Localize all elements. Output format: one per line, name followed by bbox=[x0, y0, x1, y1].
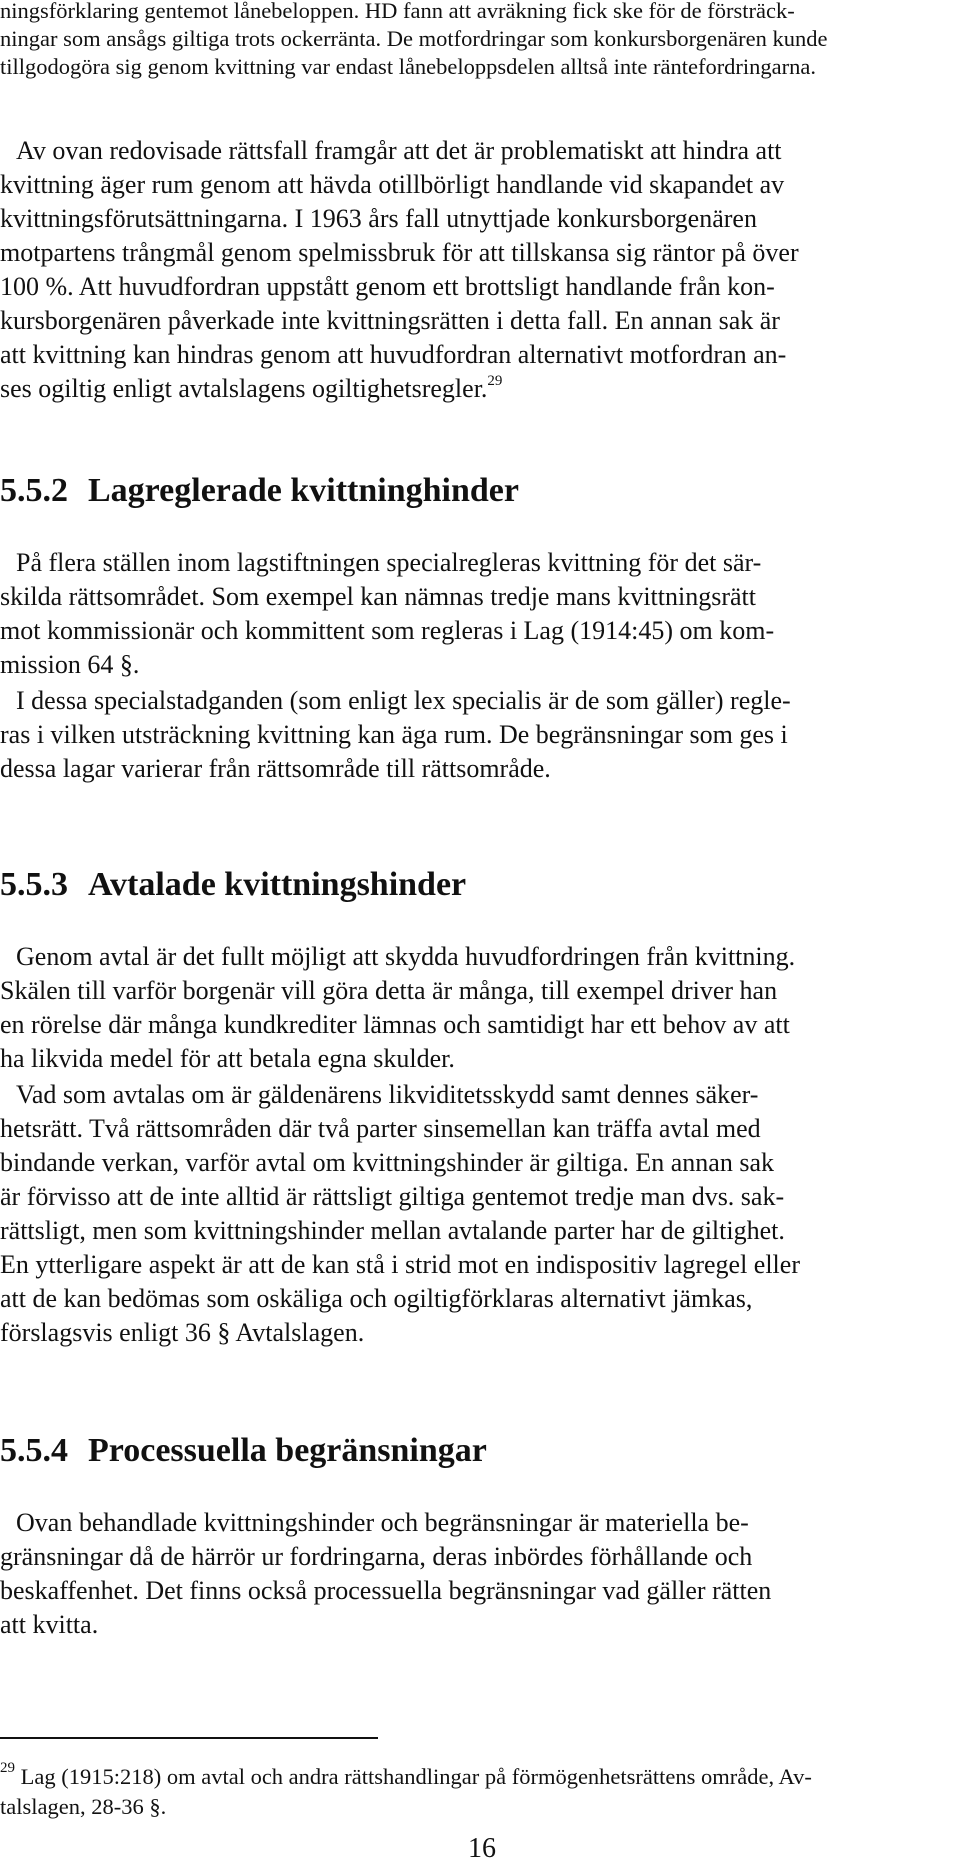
footnote-line: talslagen, 28-36 §. bbox=[0, 1794, 167, 1819]
text-line: skilda rättsområdet. Som exempel kan nämnas tredje mans kvittningsrätt bbox=[0, 582, 756, 611]
section-heading bbox=[0, 866, 466, 904]
text-line: ha likvida medel för att betala egna skulder. bbox=[0, 1044, 455, 1073]
text-line: mot kommissionär och kommittent som regleras i Lag (1914:45) om kom- bbox=[0, 616, 775, 645]
section-title: Processuella begränsningar bbox=[88, 1432, 487, 1469]
text-line: förslagsvis enligt 36 § Avtalslagen. bbox=[0, 1318, 365, 1347]
section-number: 5.5.3 bbox=[0, 866, 68, 903]
text-line: Genom avtal är det fullt möjligt att skydda huvudfordringen från kvittning. bbox=[16, 942, 796, 971]
text-line: motpartens trångmål genom spelmissbruk för att tillskansa sig räntor på över bbox=[0, 238, 799, 267]
text-line: rättsligt, men som kvittningshinder mellan avtalande parter har de giltighet. bbox=[0, 1216, 785, 1245]
footnote-line bbox=[0, 1760, 812, 1790]
footnote-number: 29 bbox=[0, 1760, 15, 1776]
text-line: 100 %. Att huvudfordran uppstått genom ett brottsligt handlande från kon- bbox=[0, 272, 775, 301]
text-segment: ses ogiltig enligt avtalslagens ogiltighetsregler. bbox=[0, 374, 488, 403]
section-number: 5.5.4 bbox=[0, 1432, 68, 1469]
text-line: tillgodogöra sig genom kvittning var endast lånebeloppsdelen alltså inte räntefordringarna. bbox=[0, 54, 817, 79]
text-line: är förvisso att de inte alltid är rättsligt giltiga gentemot tredje man dvs. sak- bbox=[0, 1182, 785, 1211]
text-line: I dessa specialstadganden (som enligt lex specialis är de som gäller) regle- bbox=[16, 686, 791, 715]
text-line: att kvittning kan hindras genom att huvudfordran alternativt motfordran an- bbox=[0, 340, 787, 369]
text-line: att kvitta. bbox=[0, 1610, 99, 1639]
text-line: gränsningar då de härrör ur fordringarna, deras inbördes förhållande och bbox=[0, 1542, 753, 1571]
text-line: kvittning äger rum genom att hävda otillbörligt handlande vid skapandet av bbox=[0, 170, 785, 199]
footnote-text: Lag (1915:218) om avtal och andra rättshandlingar på förmögenhetsrättens område, Av- bbox=[20, 1764, 812, 1789]
text-line: beskaffenhet. Det finns också processuella begränsningar vad gäller rätten bbox=[0, 1576, 772, 1605]
text-line: att de kan bedömas som oskäliga och ogiltigförklaras alternativt jämkas, bbox=[0, 1284, 753, 1313]
text-line: Av ovan redovisade rättsfall framgår att det är problematiskt att hindra att bbox=[16, 136, 782, 165]
text-line: bindande verkan, varför avtal om kvittningshinder är giltiga. En annan sak bbox=[0, 1148, 774, 1177]
section-title: Avtalade kvittningshinder bbox=[88, 866, 467, 903]
page-number: 16 bbox=[468, 1833, 496, 1864]
section-number: 5.5.2 bbox=[0, 472, 68, 509]
text-line-with-footnote bbox=[0, 374, 502, 404]
section-heading bbox=[0, 472, 519, 510]
text-line: ningsförklaring gentemot lånebeloppen. HD fann att avräkning fick ske för de försträck- bbox=[0, 0, 795, 23]
text-line: Vad som avtalas om är gäldenärens likviditetsskydd samt dennes säker- bbox=[16, 1080, 759, 1109]
text-line: Ovan behandlade kvittningshinder och begränsningar är materiella be- bbox=[16, 1508, 749, 1537]
text-line: dessa lagar varierar från rättsområde till rättsområde. bbox=[0, 754, 551, 783]
text-line: en rörelse där många kundkrediter lämnas och samtidigt har ett behov av att bbox=[0, 1010, 790, 1039]
footnote-divider bbox=[0, 1737, 378, 1739]
text-line: kursborgenären påverkade inte kvittningsrätten i detta fall. En annan sak är bbox=[0, 306, 780, 335]
text-line: ningar som ansågs giltiga trots ockerränta. De motfordringar som konkursborgenären kunde bbox=[0, 26, 828, 51]
text-line: På flera ställen inom lagstiftningen specialregleras kvittning för det sär- bbox=[16, 548, 762, 577]
section-title: Lagreglerade kvittninghinder bbox=[88, 472, 519, 509]
section-heading bbox=[0, 1432, 487, 1470]
text-line: ras i vilken utsträckning kvittning kan äga rum. De begränsningar som ges i bbox=[0, 720, 788, 749]
text-line: En ytterligare aspekt är att de kan stå i strid mot en indispositiv lagregel eller bbox=[0, 1250, 800, 1279]
text-line: hetsrätt. Två rättsområden där två parter sinsemellan kan träffa avtal med bbox=[0, 1114, 761, 1143]
text-line: mission 64 §. bbox=[0, 650, 140, 679]
text-line: kvittningsförutsättningarna. I 1963 års fall utnyttjade konkursborgenären bbox=[0, 204, 757, 233]
footnote-reference[interactable]: 29 bbox=[487, 373, 503, 389]
text-line: Skälen till varför borgenär vill göra detta är många, till exempel driver han bbox=[0, 976, 778, 1005]
